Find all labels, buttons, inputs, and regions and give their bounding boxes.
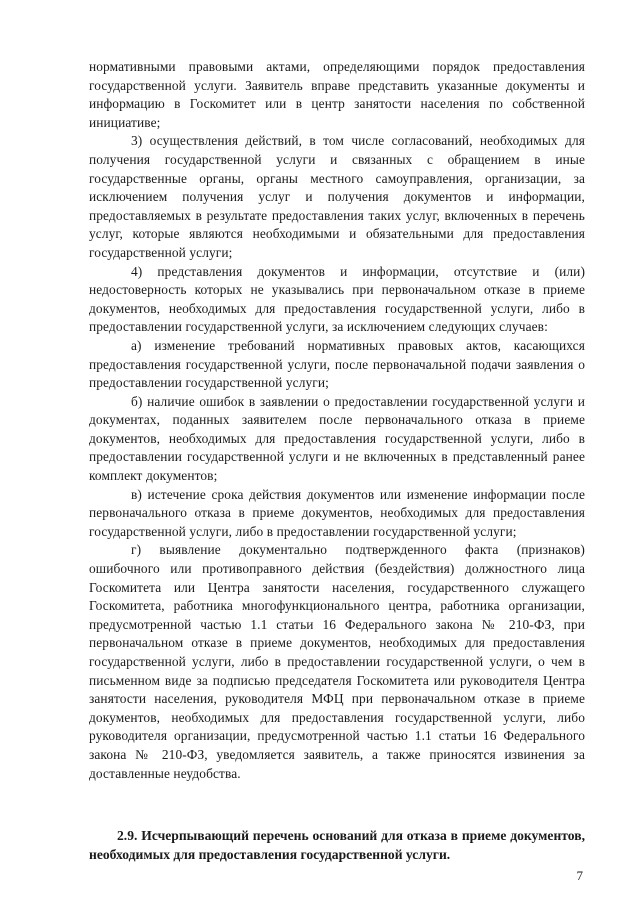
paragraph-subitem-b: б) наличие ошибок в заявлении о предоставлении государственной услуги и документах, поданных заявителем после первоначального отказа в приеме документов, необходимых для предоставления государственной услуги, либо в предоставлении государственной услуги и не включенных в представленный ранее комплект документов; [89, 393, 585, 484]
paragraph-item-4: 4) представления документов и информации, отсутствие и (или) недостоверность которых не указывались при первоначальном отказе в приеме документов, необходимых для предоставления государственной услуги, либо в предоставлении государственной услуги, за исключением следующих случаев: [89, 263, 585, 335]
paragraph-item-3: 3) осуществления действий, в том числе согласований, необходимых для получения государственной услуги и связанных с обращением в иные государственные органы, органы местного самоуправления, организации, за исключением получения услуг и получения документов и информации, предоставляемых в результате предоставления таких услуг, включенных в перечень услуг, которые являются необходимыми и обязательными для предоставления государственной услуги; [89, 133, 585, 260]
paragraph-subitem-a: а) изменение требований нормативных правовых актов, касающихся предоставления государственной услуги, после первоначальной подачи заявления о предоставлении государственной услуги; [89, 337, 585, 391]
body-text [89, 58, 585, 783]
paragraph-continuation: нормативными правовыми актами, определяющими порядок предоставления государственной услуги. Заявитель вправе представить указанные документы и информацию в Госкомитет или в центр занятости населения по собственной инициативе; [89, 59, 585, 130]
paragraph-subitem-v: в) истечение срока действия документов или изменение информации после первоначального отказа в приеме документов, необходимых для предоставления государственной услуги, либо в предоставлении государственной услуги; [89, 486, 585, 539]
paragraph-subitem-g: г) выявление документально подтвержденного факта (признаков) ошибочного или противоправного действия (бездействия) должностного лица Госкомитета или Центра занятости населения, государственного служащего Госкомитета, работника многофункционального центра, работника организации, предусмотренной частью 1.1 статьи 16 Федерального закона № 210-ФЗ, при первоначальном отказе в приеме документов, необходимых для предоставления государственной услуги, либо в предоставлении государственной услуги, о чем в письменном виде за подписью председателя Госкомитета или руководителя Центра занятости населения, руководителя МФЦ при первоначальном отказе в приеме документов, необходимых для предоставления государственной услуги, либо руководителя организации, предусмотренной частью 1.1 статьи 16 Федерального закона № 210-ФЗ, уведомляется заявитель, а также приносятся извинения за доставленные неудобства. [89, 542, 585, 781]
section-heading: 2.9. Исчерпывающий перечень оснований для отказа в приеме документов, необходимых для предоставления государственной услуги. [89, 828, 585, 862]
page-number: 7 [576, 868, 583, 883]
